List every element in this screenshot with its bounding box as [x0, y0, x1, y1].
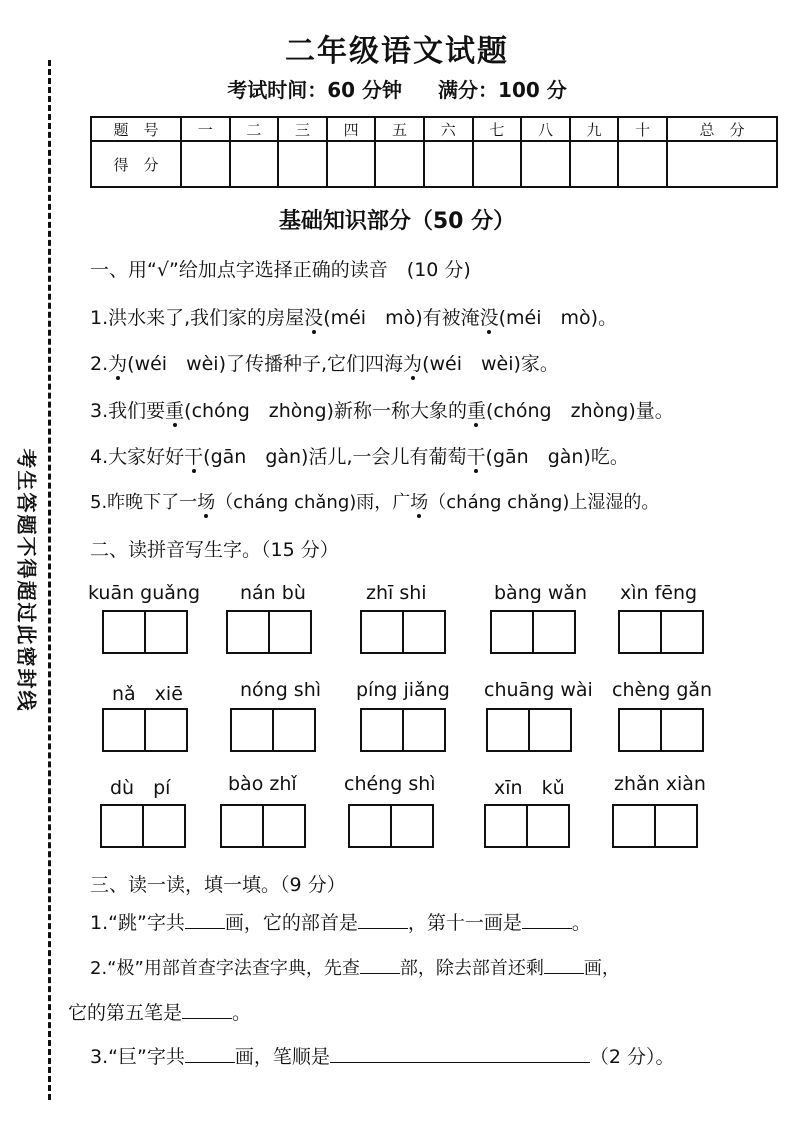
answer-blank[interactable] [544, 955, 584, 974]
table-header-label: 题 号 [91, 117, 181, 141]
character-writing-boxes[interactable] [490, 610, 578, 654]
score-cell[interactable] [375, 141, 424, 187]
table-header-cell: 六 [424, 117, 473, 141]
character-writing-boxes[interactable] [486, 708, 574, 752]
score-cell[interactable] [278, 141, 327, 187]
character-writing-boxes[interactable] [226, 610, 314, 654]
full-score: 满分：100 分 [438, 78, 567, 102]
part1-question-4: 4.大家好好干(gān gàn)活儿,一会儿有葡萄干(gān gàn)吃。 [90, 446, 629, 468]
part1-question-1: 1.洪水来了,我们家的房屋没(méi mò)有被淹没(méi mò)。 [90, 307, 618, 329]
pinyin-label: bào zhǐ [228, 773, 297, 795]
pinyin-label: píng jiǎng [356, 679, 450, 701]
answer-blank[interactable] [185, 910, 225, 929]
answer-blank[interactable] [360, 955, 400, 974]
table-header-cell: 十 [618, 117, 667, 141]
score-cell[interactable] [618, 141, 667, 187]
part3-question-3: 3.“巨”字共 画，笔顺是 （2 分）。 [90, 1046, 675, 1068]
pinyin-label: nóng shì [240, 679, 322, 701]
pinyin-label: bàng wǎn [494, 582, 588, 604]
exam-info [0, 74, 794, 103]
score-total-cell[interactable] [667, 141, 777, 187]
section-title: 基础知识部分（50 分） [278, 209, 516, 234]
score-cell[interactable] [327, 141, 376, 187]
score-cell[interactable] [570, 141, 619, 187]
pinyin-label: nán bù [240, 582, 306, 604]
character-writing-boxes[interactable] [360, 610, 448, 654]
table-header-cell: 七 [473, 117, 522, 141]
part2-title: 二、读拼音写生字。（15 分） [90, 539, 339, 561]
part3-question-2-continued: 它的第五笔是 。 [68, 1002, 252, 1024]
character-writing-boxes[interactable] [102, 708, 190, 752]
pinyin-label: zhī shi [366, 582, 427, 604]
answer-blank[interactable] [358, 910, 408, 929]
character-writing-boxes[interactable] [484, 804, 572, 848]
table-header-cell: 二 [230, 117, 279, 141]
answer-blank[interactable] [330, 1044, 590, 1063]
table-header-total: 总 分 [667, 117, 777, 141]
pinyin-label: zhǎn xiàn [614, 773, 706, 795]
score-cell[interactable] [424, 141, 473, 187]
character-writing-boxes[interactable] [220, 804, 308, 848]
character-writing-boxes[interactable] [612, 804, 700, 848]
character-writing-boxes[interactable] [102, 610, 190, 654]
answer-blank[interactable] [182, 1000, 232, 1019]
score-table [90, 116, 778, 188]
part3-question-1: 1.“跳”字共 画，它的部首是 ，第十一画是 。 [90, 912, 591, 934]
score-cell[interactable] [521, 141, 570, 187]
character-writing-boxes[interactable] [100, 804, 188, 848]
character-writing-boxes[interactable] [618, 708, 706, 752]
pinyin-label: xīn kǔ [494, 777, 565, 799]
answer-blank[interactable] [185, 1044, 235, 1063]
exam-time: 考试时间：60 分钟 [227, 78, 403, 102]
pinyin-label: dù pí [110, 777, 171, 799]
part3-question-2: 2.“极”用部首查字法查字典，先查 部，除去部首还剩 画， [90, 954, 620, 980]
pinyin-label: chéng shì [344, 773, 436, 795]
seal-line-note: 考生答题不得超过此密封线 [14, 448, 39, 712]
score-cell[interactable] [181, 141, 230, 187]
part1-title: 一、用“√”给加点字选择正确的读音 (10 分) [90, 259, 471, 281]
pinyin-label: chèng gǎn [612, 679, 713, 701]
part3-title: 三、读一读，填一填。（9 分） [90, 874, 346, 896]
table-header-cell: 四 [327, 117, 376, 141]
part1-question-3: 3.我们要重(chóng zhòng)新称一称大象的重(chóng zhòng)量。 [90, 400, 674, 422]
score-cell[interactable] [230, 141, 279, 187]
table-header-cell: 三 [278, 117, 327, 141]
answer-blank[interactable] [522, 910, 572, 929]
table-header-cell: 九 [570, 117, 619, 141]
exam-title: 二年级语文试题 [285, 34, 509, 69]
table-header-cell: 五 [375, 117, 424, 141]
part1-question-2: 2.为(wéi wèi)了传播种子,它们四海为(wéi wèi)家。 [90, 353, 559, 375]
table-header-cell: 一 [181, 117, 230, 141]
pinyin-label: kuān guǎng [88, 582, 201, 604]
character-writing-boxes[interactable] [618, 610, 706, 654]
pinyin-label: xìn fēng [620, 582, 698, 604]
table-header-cell: 八 [521, 117, 570, 141]
score-cell[interactable] [473, 141, 522, 187]
character-writing-boxes[interactable] [348, 804, 436, 848]
table-score-label: 得 分 [91, 141, 181, 187]
part1-question-5: 5.昨晚下了一场（cháng chǎng)雨，广场（cháng chǎng)上湿湿的。 [90, 492, 660, 513]
pinyin-label: nǎ xiē [112, 683, 183, 705]
character-writing-boxes[interactable] [230, 708, 318, 752]
character-writing-boxes[interactable] [360, 708, 448, 752]
pinyin-label: chuāng wài [484, 679, 593, 701]
